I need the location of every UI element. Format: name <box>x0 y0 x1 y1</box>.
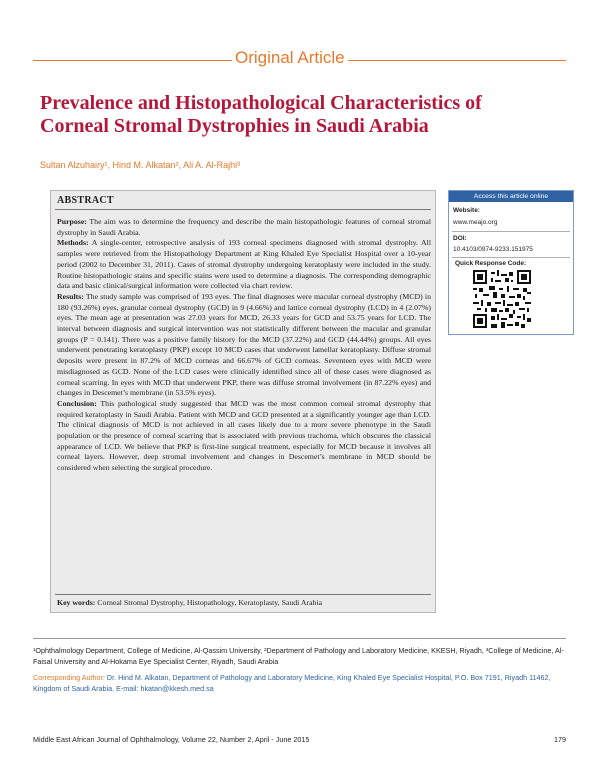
sidebar-divider <box>452 257 570 258</box>
doi-value[interactable]: 10.4103/0974-9233.151975 <box>453 246 533 253</box>
keywords-text: Corneal Stromal Dystrophy, Histopathology, Keratoplasty, Saudi Arabia <box>97 598 323 607</box>
article-title: Prevalence and Histopathological Characteristics of Corneal Stromal Dystrophies in Saudi Arabia <box>40 92 482 137</box>
footnote-divider <box>33 638 566 639</box>
corresponding-label: Corresponding Author: <box>33 673 105 682</box>
qr-code-icon[interactable] <box>473 270 531 328</box>
purpose-text: The aim was to determine the frequency and describe the main histopathologic features of corneal stromal dystrophy in Saudi Arabia. <box>57 217 431 237</box>
keywords-label: Key words: <box>57 598 96 607</box>
qr-label: Quick Response Code: <box>455 260 527 267</box>
doi-label: DOI: <box>453 235 467 242</box>
methods-text: A single-center, retrospective analysis of 193 corneal specimens diagnosed with stromal dystrophy. All samples were retrieved from the Histopathology Department at King Khaled Eye Specialist Hospital over a 10-year period (2002 to December 31, 2011). Cases of stromal dystrophy undergoing keratoplasty were included in the study. Routine histopathologic stains and specific stains were used to determine a diagnosis. The corresponding demographic data and basic clinical/surgical information were collected via chart review. <box>57 238 431 291</box>
sidebar-divider <box>452 231 570 232</box>
corresponding-text: Dr. Hind M. Alkatan, Department of Pathology and Laboratory Medicine, King Khaled Eye Specialist Hospital, P.O. Box 7191, Riyadh 11462, Kingdom of Saudi Arabia. E-mail: hkatan@kkesh.med.sa <box>33 673 551 693</box>
abstract-purpose <box>57 217 431 238</box>
abstract-body <box>57 217 431 474</box>
methods-label: Methods: <box>57 238 89 248</box>
results-label: Results: <box>57 291 84 301</box>
page-number: 179 <box>554 735 566 744</box>
correspondence <box>33 672 566 694</box>
keywords-divider <box>55 594 431 595</box>
abstract-divider <box>55 209 431 210</box>
abstract-conclusion <box>57 399 431 474</box>
website-link[interactable]: www.meajo.org <box>453 219 498 226</box>
abstract-heading: ABSTRACT <box>57 195 114 206</box>
access-online-header: Access this article online <box>449 191 573 202</box>
abstract-results <box>57 292 431 399</box>
purpose-label: Purpose: <box>57 217 87 226</box>
abstract-methods <box>57 238 431 292</box>
affiliations: ¹Ophthalmology Department, College of Medicine, Al-Qassim University, ²Department of Pathology and Laboratory Medicine, KKESH, Riyadh, ³College of Medicine, Al-Faisal University and Al-Hokama Eye Specialist Center, Riyadh, Saudi Arabia <box>33 646 564 666</box>
website-label: Website: <box>453 207 480 214</box>
section-label: Original Article <box>232 48 348 68</box>
keywords <box>57 598 431 608</box>
authors: Sultan Alzuhairy¹, Hind M. Alkatan², Ali A. Al-Rajhi³ <box>40 160 241 170</box>
results-text: The study sample was comprised of 193 eyes. The final diagnoses were macular corneal dystrophy (MCD) in 180 (93.26%) eyes, granular corneal dystrophy (GCD) in 9 (4.66%) and lattice corneal dystrophy (LCD) in 4 (2.07%) eyes. The mean age at presentation was 27.03 years for MCD, 26.33 years for GCD and 53.75 years for LCD. The interval between diagnosis and surgical intervention was not statistically different between the macular and granular groups (P = 0.141). There was a positive family history for the MCD (37.22%) and GCD (44.44%) groups. All eyes underwent penetrating keratoplasty (PKP) except 10 MCD cases that underwent lamellar keratoplasty. Diffuse stromal deposits were present in 87.2% of MCD corneas and 66.67% of GCD corneas. Seventeen eyes with MCD were misdiagnosed as GCD. None of the LCD cases were clinically identified since all of these cases were diagnosed as corneal scarring. In eyes with MCD that underwent PKP, there was diffuse stromal involvement (in 87.22% eyes) and changes in Descemet’s membrane (in 53.5% eyes). <box>57 291 431 398</box>
conclusion-label: Conclusion: <box>57 398 97 408</box>
journal-info: Middle East African Journal of Ophthalmology, Volume 22, Number 2, April - June 2015 <box>33 735 310 744</box>
conclusion-text: This pathological study suggested that MCD was the most common corneal stromal dystrophy that required keratoplasty in Saudi Arabia. Patient with MCD and GCD presented at a significantly younger age than LCD. The clinical diagnosis of MCD is not achieved in all cases likely due to a more severe phenotype in the Saudi population or the presence of corneal scarring that is associated with previous trachoma, which obscures the classical appearance of LCD. We believe that PKP is first-line surgical treatment, especially for MCD because it involves all corneal layers. However, deep stromal involvement and changes in Descemet’s membrane in MCD should be considered when selecting the surgical procedure. <box>57 398 432 473</box>
